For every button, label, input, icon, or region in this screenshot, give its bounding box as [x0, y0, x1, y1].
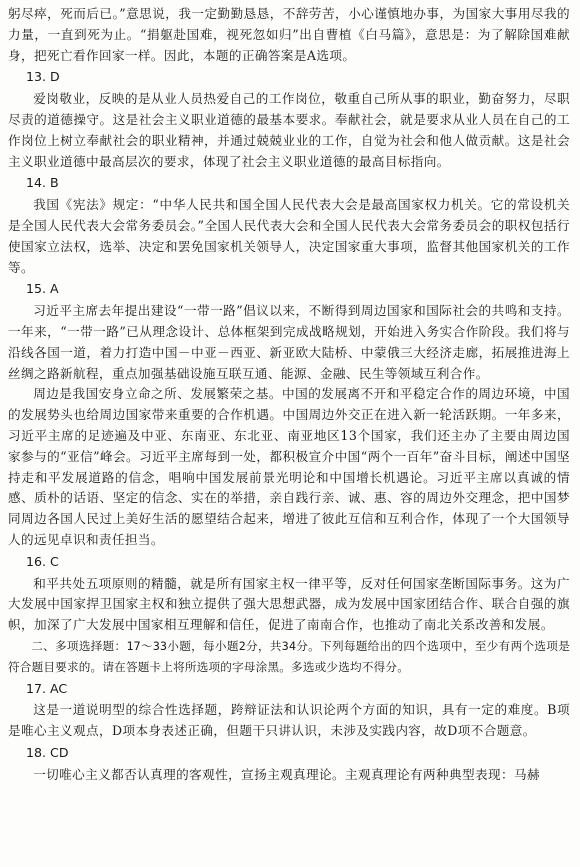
continued-paragraph: 躬尽瘁，死而后已。”意思说，我一定勤勤恳恳，不辞劳苦，小心谨慎地办事，为国家大事用尽我的力量，一直到死为止。“捐躯赴国难，视死忽如归”出自曹植《白马篇》，意思是：为了解除国难献身，把死亡看作回家一样。因此，本题的正确答案是A选项。: [8, 6, 570, 63]
explanation-15-part1: 习近平主席去年提出建设“一带一路”倡议以来，不断得到周边国家和国际社会的共鸣和支持。一年来，“一带一路”已从理念设计、总体框架到完成战略规划，开始进入务实合作阶段。我们将与沿线各国一道，着力打造中国－中亚－西亚、新亚欧大陆桥、中蒙俄三大经济走廊，拓展推进海上丝绸之路新航程，重点加强基础设施互联互通、能源、金融、民生等领域互利合作。: [8, 303, 570, 381]
explanation-13: 爱岗敬业，反映的是从业人员热爱自己的工作岗位，敬重自己所从事的职业，勤奋努力，尽职尽责的道德操守。这是社会主义职业道德的最基本要求。奉献社会，就是要求从业人员在自己的工作岗位上树立奉献社会的职业精神，并通过兢兢业业的工作，自觉为社会和他人做贡献。这是社会主义职业道德中最高层次的要求，体现了社会主义职业道德的最高目标指向。: [8, 91, 570, 169]
explanation-14: 我国《宪法》规定：“中华人民共和国全国人民代表大会是最高国家权力机关。它的常设机关是全国人民代表大会常务委员会。”全国人民代表大会和全国人民代表大会常务委员会的职权包括行使国家立法权，选举、决定和罢免国家机关领导人，决定国家重大事项，监督其他国家机关的工作等。: [8, 197, 570, 275]
explanation-15-part2: 周边是我国安身立命之所、发展繁荣之基。中国的发展离不开和平稳定合作的周边环境，中国的发展势头也给周边国家带来重要的合作机遇。中国周边外交正在进入新一轮活跃期。一年多来，习近平主席的足迹遍及中亚、东南亚、东北亚、南亚地区13个国家，我们还主办了主要由周边国家参与的“亚信”峰会。习近平主席每到一处，都积极宣介中国“两个一百年”奋斗目标，阐述中国坚持走和平发展道路的信念，唱响中国发展前景光明论和中国增长机遇论。习近平主席以真诚的情感、质朴的话语、坚定的信念、实在的举措，亲自践行亲、诚、惠、容的周边外交理念，把中国梦同周边各国人民过上美好生活的愿望结合起来，增进了彼此互信和互利合作，体现了一个大国领导人的远见卓识和责任担当。: [8, 386, 570, 547]
explanation-17: 这是一道说明型的综合性选择题，跨辩证法和认识论两个方面的知识，具有一定的难度。B项是唯心主义观点，D项本身表述正确，但题干只讲认识，未涉及实践内容，故D项不合题意。: [8, 702, 570, 739]
section-heading-multiple-choice: 二、多项选择题：17～33小题，每小题2分，共34分。下列每题给出的四个选项中，至少有两个选项是符合题目要求的。请在答题卡上将所选项的字母涂黑。多选或少选均不得分。: [8, 638, 570, 674]
answer-15: 15. A: [26, 281, 59, 297]
explanation-16: 和平共处五项原则的精髓，就是所有国家主权一律平等，反对任何国家垄断国际事务。这为广大发展中国家捍卫国家主权和独立提供了强大思想武器，成为发展中国家团结合作、联合自强的旗帜，加深了广大发展中国家相互理解和信任，促进了南南合作，也推动了南北关系改善和发展。: [8, 575, 570, 633]
answer-13: 13. D: [26, 69, 60, 85]
explanation-18: 一切唯心主义都否认真理的客观性，宣扬主观真理论。主观真理论有两种典型表现：马赫: [33, 766, 540, 782]
answer-18: 18. CD: [26, 744, 69, 760]
answer-14: 14. B: [26, 175, 59, 191]
answer-16: 16. C: [26, 553, 59, 569]
answer-17: 17. AC: [26, 680, 68, 696]
